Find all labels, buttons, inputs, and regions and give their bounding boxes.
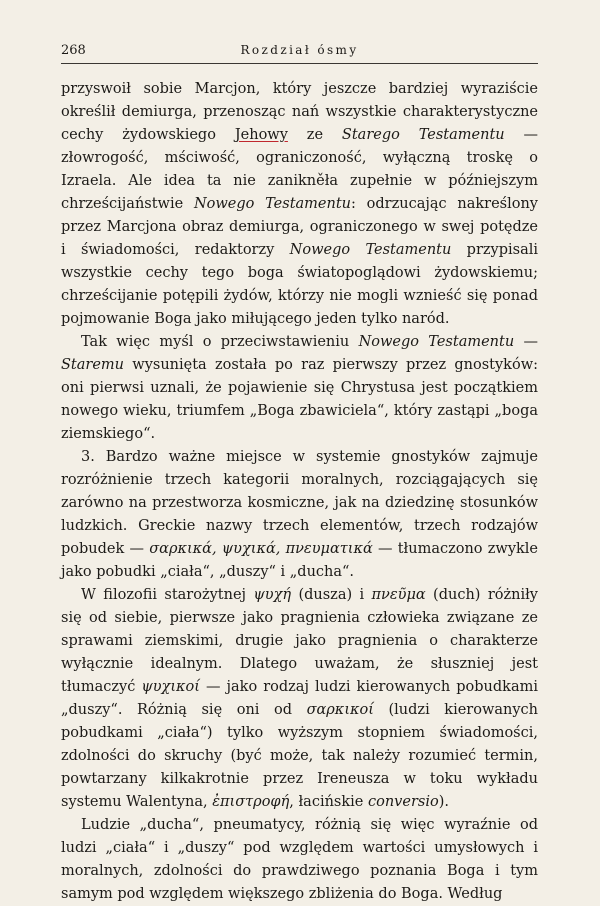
text-run: — jako rodzaj ludzi kierowanych pobudkami „duszy“. Różnią się oni od (61, 679, 539, 718)
text-run: ). (438, 794, 449, 810)
page-number: 268 (61, 43, 86, 58)
italic-text: Nowego Testamentu (358, 334, 515, 350)
text-run: 3. Bardzo ważne miejsce w systemie gnostyków zajmuje rozróżnienie trzech kategorii moralnych, rozciągających się zarówno na przestworza kosmiczne, jak na dziedzinę stosunków ludzkich. Greckie nazwy trzech elementów, trzech rodzajów pobudek — (61, 449, 538, 557)
italic-text: Nowego Testamentu (193, 196, 352, 212)
greek-term: ἐπιστροφή (212, 794, 290, 810)
text-run: wysunięta została po raz pierwszy przez gnostyków: oni pierwsi uznali, że pojawienie się Chrystusa jest początkiem nowego wieku, triumfem „Boga zbawiciela“, który zastąpi „boga ziemskiego“. (61, 357, 538, 442)
page-header (61, 43, 538, 64)
running-head: Rozdział ósmy (240, 43, 359, 57)
text-run: przyswoił sobie Marcjon, który jeszcze bardziej wyraziście określił demiurga, przenosząc nań wszystkie charakterystyczne cechy żydowskiego (61, 81, 538, 143)
text-run: (ludzi kierowanych pobudkami „ciała“) tylko wyższym stopniem świadomości, zdolności do skruchy (być może, tak należy rozumieć termin, powtarzany kilkakrotnie przez Ireneusza w toku wykładu systemu Walentyna, (61, 702, 538, 810)
text-run: (dusza) i (291, 587, 372, 603)
text-run: — (514, 334, 539, 350)
text-run: , łacińskie (289, 794, 368, 810)
greek-term: σαρκικοί (306, 702, 374, 718)
text-run: przypisali wszystkie cechy tego boga światopoglądowi żydowskiemu; chrześcijanie potępili żydów, którzy nie mogli wznieść się ponad pojmowanie Boga jako miłującego jeden tylko naród. (61, 242, 539, 327)
text-run: — złowrogość, mściwość, ograniczoność, wyłączną troskę o Izraela. Ale idea ta nie zanikněła zupełnie w późniejszym chrześcijaństwie (61, 127, 538, 212)
italic-text: Nowego Testamentu (289, 242, 452, 258)
underlined-term: Jehowy (234, 127, 288, 143)
greek-term: ψυχικοί (141, 679, 200, 695)
text-run: Tak więc myśl o przeciwstawieniu (81, 334, 359, 350)
text-run: — tłumaczono zwykle jako pobudki „ciała“, „duszy“ i „ducha“. (61, 541, 539, 580)
greek-term: σαρκικά, ψυχικά, πνευματικά (149, 541, 373, 557)
paragraph (61, 814, 538, 906)
greek-term: ψυχή (253, 587, 292, 603)
paragraph (61, 584, 538, 814)
text-run: W filozofii starożytnej (81, 587, 254, 603)
italic-text: conversio (367, 794, 439, 810)
italic-text: Staremu (61, 357, 125, 373)
greek-term: πνεῦμα (371, 587, 426, 603)
paragraph (61, 331, 538, 446)
text-run: Ludzie „ducha“, pneumatycy, różnią się więc wyraźnie od ludzi „ciała“ i „duszy“ pod względem wartości umysłowych i moralnych, zdolności do prawdziwego poznania Boga i tym samym pod względem większego zbliżenia do Boga. Według (61, 817, 538, 902)
text-run: : odrzucając nakreślony przez Marcjona obraz demiurga, ograniczonego w swej potędze i świadomości, redaktorzy (61, 196, 538, 258)
text-run: ze (287, 127, 342, 143)
italic-text: Starego Testamentu (341, 127, 505, 143)
text-run: (duch) różniły się od siebie, pierwsze jako pragnienia człowieka związane ze sprawami ziemskimi, drugie jako pragnienia o charakterze wyłącznie idealnym. Dlatego uważam, że słuszniej jest tłumaczyć (61, 587, 538, 695)
paragraph (61, 446, 538, 584)
paragraph (61, 78, 538, 331)
body-text (61, 78, 538, 906)
